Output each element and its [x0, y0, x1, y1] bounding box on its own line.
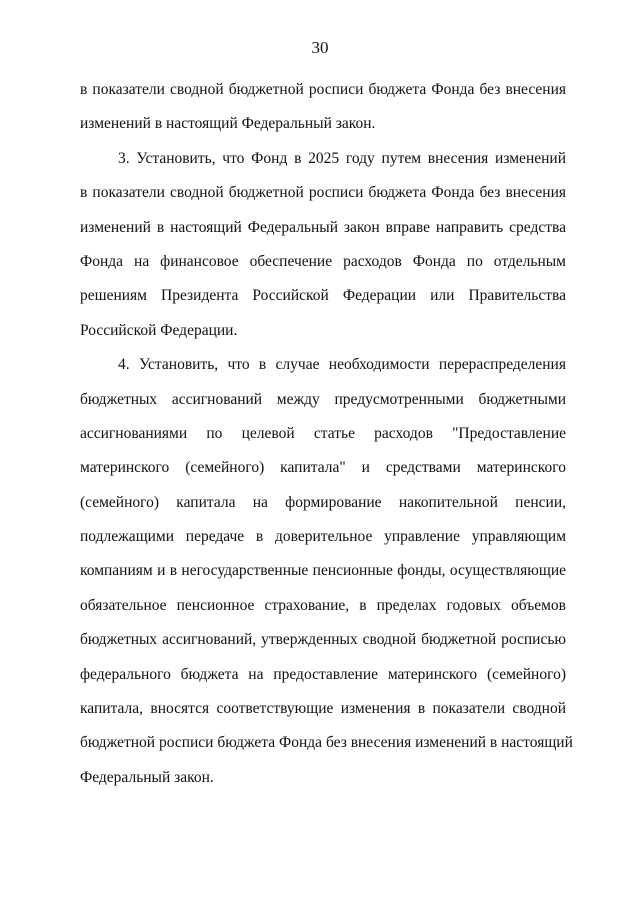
text-line: 3. Установить, что Фонд в 2025 году путем внесения изменений	[118, 149, 566, 167]
text-line: изменений в настоящий Федеральный закон.	[80, 115, 376, 133]
paragraph-item-4	[80, 348, 573, 795]
text-line: материнского (семейного) капитала" и средствами материнского	[80, 459, 566, 477]
text-line: в показатели сводной бюджетной росписи бюджета Фонда без внесения	[80, 184, 566, 202]
document-body	[80, 73, 573, 795]
text-line: обязательное пенсионное страхование, в пределах годовых объемов	[80, 596, 566, 614]
text-line: (семейного) капитала на формирование накопительной пенсии,	[80, 493, 566, 511]
text-line: Федеральный закон.	[80, 768, 214, 786]
text-line: 4. Установить, что в случае необходимости перераспределения	[118, 356, 566, 374]
paragraph-continuation	[80, 73, 566, 142]
page-number: 30	[311, 38, 329, 57]
text-line: Российской Федерации.	[80, 321, 238, 339]
text-line: ассигнованиями по целевой статье расходов "Предоставление	[80, 424, 566, 442]
text-line: Фонда на финансовое обеспечение расходов Фонда по отдельным	[80, 252, 566, 270]
text-line: федерального бюджета на предоставление материнского (семейного)	[80, 665, 566, 683]
text-line: решениям Президента Российской Федерации или Правительства	[80, 287, 566, 305]
text-line: бюджетных ассигнований, утвержденных сводной бюджетной росписью	[80, 631, 566, 649]
text-line: подлежащими передаче в доверительное управление управляющим	[80, 528, 566, 546]
text-line: изменений в настоящий Федеральный закон вправе направить средства	[80, 218, 566, 236]
paragraph-item-3	[80, 142, 566, 348]
text-line: бюджетной росписи бюджета Фонда без внесения изменений в настоящий	[80, 734, 573, 752]
text-line: бюджетных ассигнований между предусмотренными бюджетными	[80, 390, 566, 408]
text-line: в показатели сводной бюджетной росписи бюджета Фонда без внесения	[80, 81, 566, 98]
text-line: капитала, вносятся соответствующие изменения в показатели сводной	[80, 700, 566, 718]
text-line: компаниям и в негосударственные пенсионные фонды, осуществляющие	[80, 562, 566, 580]
